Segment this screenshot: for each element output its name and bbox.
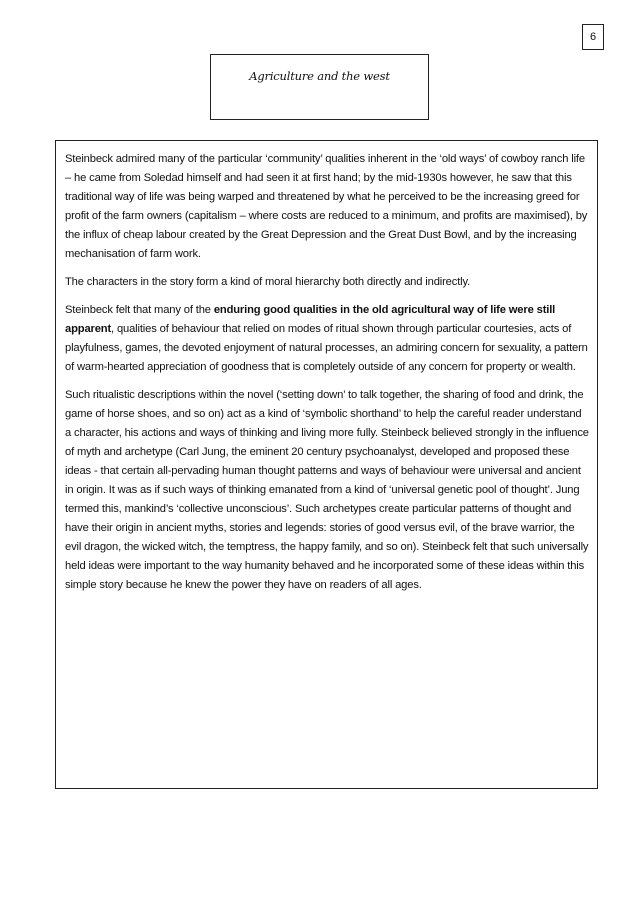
content-box xyxy=(55,140,598,789)
paragraph-3 xyxy=(65,301,589,377)
paragraph-1: Steinbeck admired many of the particular ‘community’ qualities inherent in the ‘old ways’ of cowboy ranch life – he came from Soledad himself and had seen it at first hand; by the mid-1930s however, he saw that this traditional way of life was being warped and threatened by what he perceived to be the increasing greed for profit of the farm owners (capitalism – where costs are reduced to a minimum, and profits are maximised), by the influx of cheap labour created by the Great Depression and the Great Dust Bowl, and by the increasing mechanisation of farm work. xyxy=(65,153,588,260)
paragraph-2: The characters in the story form a kind of moral hierarchy both directly and indirectly. xyxy=(65,276,471,288)
paragraph-3-start: Steinbeck felt that many of the xyxy=(65,304,214,316)
title-box xyxy=(210,54,429,120)
paragraph-3-emphasis: enduring good qualities in the old agricultural way of life were still apparent xyxy=(65,304,556,335)
page-title: Agriculture and the west xyxy=(249,69,390,83)
page-number: 6 xyxy=(582,24,604,50)
paragraph-3-end: , qualities of behaviour that relied on modes of ritual shown through particular courtesies, acts of playfulness, games, the devoted enjoyment of natural processes, an admiring concern for sexuality, a pattern of warm-hearted appreciation of goodness that is completely outside of any concern for property or wealth. xyxy=(65,323,588,373)
paragraph-4: Such ritualistic descriptions within the novel (‘setting down’ to talk together, the sharing of food and drink, the game of horse shoes, and so on) act as a kind of ‘symbolic shorthand’ to help the careful reader understand a character, his actions and ways of thinking and living more fully. Steinbeck believed strongly in the influence of myth and archetype (Carl Jung, the eminent 20 century psychoanalyst, developed and proposed these ideas - that certain all-pervading human thought patterns and ways of behaviour were universal and ancient in origin. It was as if such ways of thinking emanated from a kind of ‘universal genetic pool of thought’. Jung termed this, mankind’s ‘collective unconscious’. Such archetypes create particular patterns of thought and have their origin in ancient myths, stories and legends: stories of good versus evil, of the brave warrior, the evil dragon, the wicked witch, the temptress, the happy family, and so on). Steinbeck felt that such universally held ideas were important to the way humanity behaved and he incorporated some of these ideas within this simple story because he knew the power they have on readers of all ages. xyxy=(65,389,589,591)
